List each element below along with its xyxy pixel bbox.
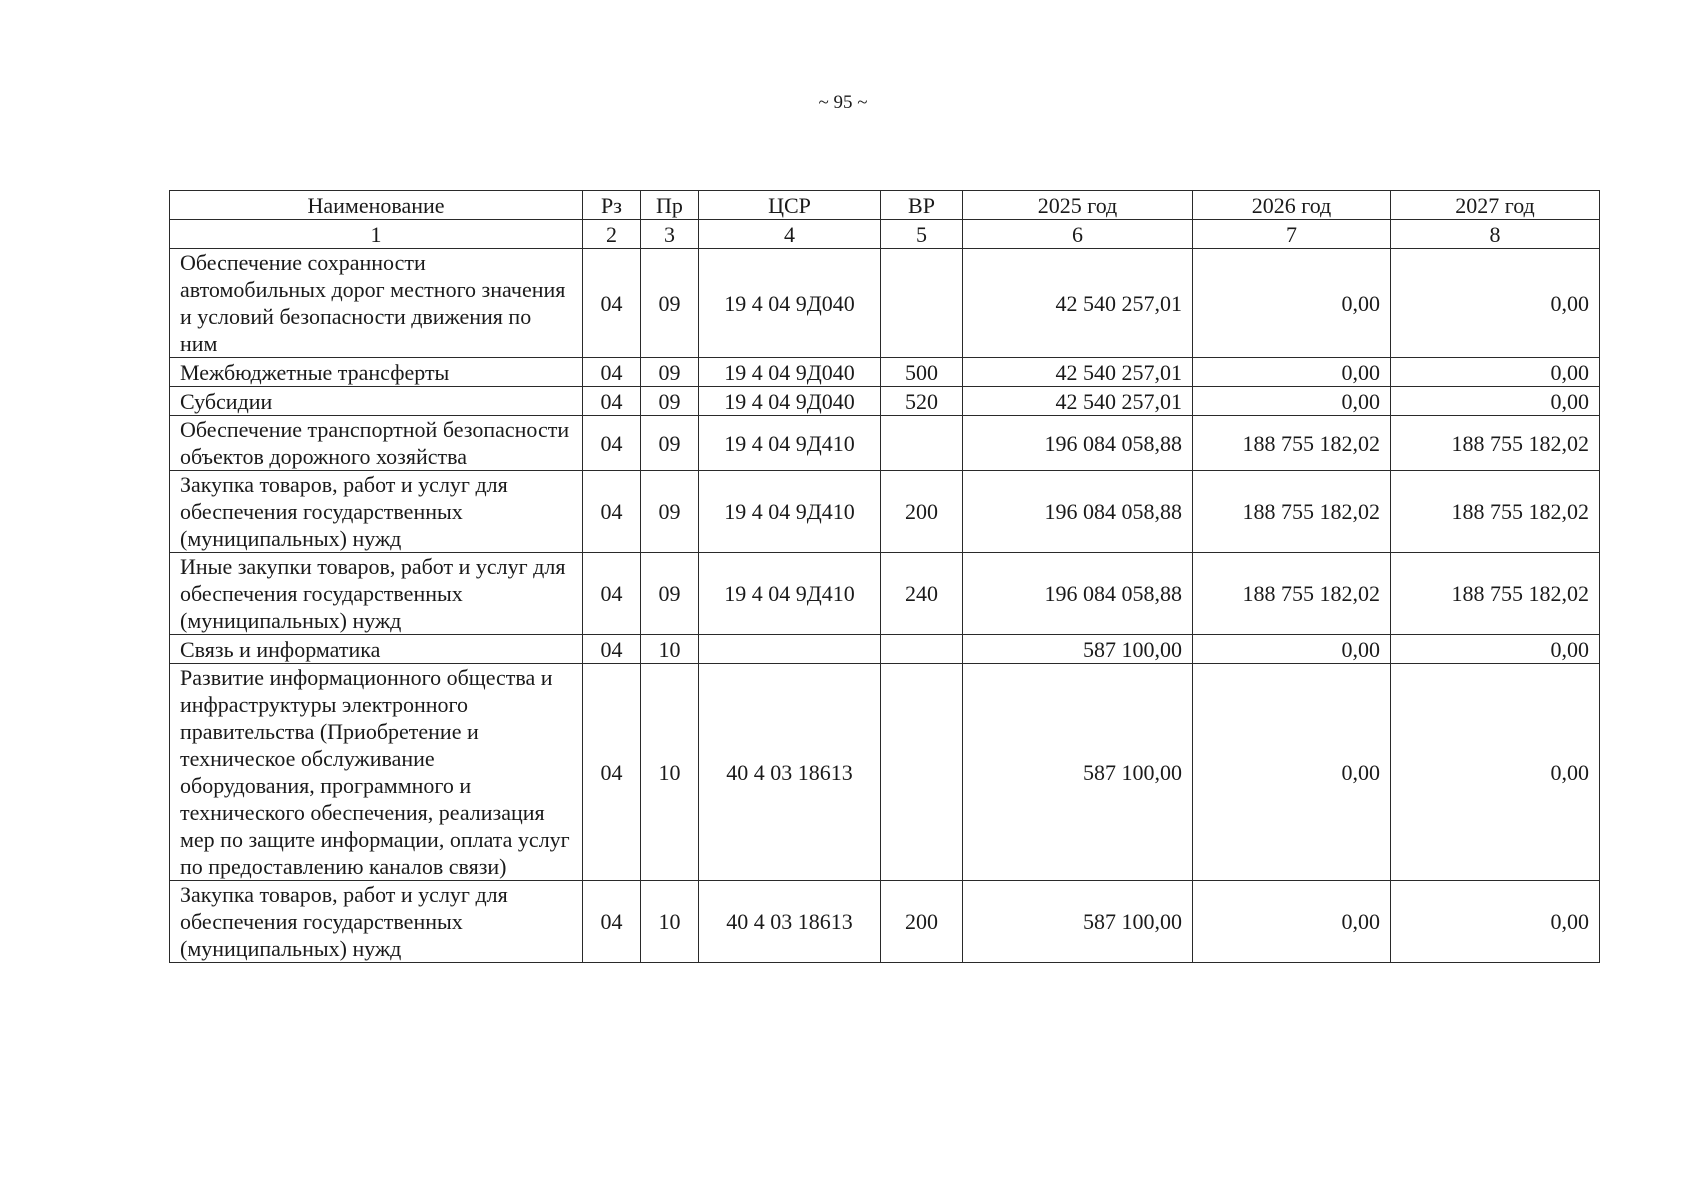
row-vr xyxy=(881,635,963,664)
row-pr: 09 xyxy=(641,249,699,358)
table-row xyxy=(170,881,1600,963)
row-csr: 19 4 04 9Д410 xyxy=(699,553,881,635)
row-2026: 188 755 182,02 xyxy=(1193,416,1391,471)
row-2026: 0,00 xyxy=(1193,664,1391,881)
row-2025: 42 540 257,01 xyxy=(963,387,1193,416)
row-2027: 0,00 xyxy=(1391,635,1600,664)
row-name: Субсидии xyxy=(170,387,583,416)
table-row xyxy=(170,416,1600,471)
row-csr xyxy=(699,635,881,664)
row-2025: 587 100,00 xyxy=(963,881,1193,963)
row-2026: 0,00 xyxy=(1193,358,1391,387)
row-rz: 04 xyxy=(583,553,641,635)
table-row xyxy=(170,471,1600,553)
row-vr xyxy=(881,249,963,358)
row-2027: 188 755 182,02 xyxy=(1391,416,1600,471)
row-pr: 10 xyxy=(641,664,699,881)
row-2027: 0,00 xyxy=(1391,664,1600,881)
row-2026: 0,00 xyxy=(1193,249,1391,358)
header-2027: 2027 год xyxy=(1391,191,1600,220)
row-name: Межбюджетные трансферты xyxy=(170,358,583,387)
column-number: 2 xyxy=(583,220,641,249)
page-number: ~ 95 ~ xyxy=(818,92,868,113)
row-2026: 0,00 xyxy=(1193,387,1391,416)
row-pr: 09 xyxy=(641,387,699,416)
row-rz: 04 xyxy=(583,881,641,963)
budget-table xyxy=(169,190,1600,963)
row-pr: 09 xyxy=(641,471,699,553)
row-2025: 42 540 257,01 xyxy=(963,358,1193,387)
row-vr: 200 xyxy=(881,881,963,963)
table-row xyxy=(170,387,1600,416)
row-2027: 188 755 182,02 xyxy=(1391,471,1600,553)
column-number: 5 xyxy=(881,220,963,249)
row-name: Иные закупки товаров, работ и услуг для обеспечения государственных (муниципальных) нужд xyxy=(170,553,583,635)
row-vr: 520 xyxy=(881,387,963,416)
row-pr: 09 xyxy=(641,358,699,387)
row-rz: 04 xyxy=(583,635,641,664)
row-rz: 04 xyxy=(583,416,641,471)
header-vr: ВР xyxy=(881,191,963,220)
row-name: Обеспечение транспортной безопасности объектов дорожного хозяйства xyxy=(170,416,583,471)
row-csr: 40 4 03 18613 xyxy=(699,664,881,881)
table-row xyxy=(170,249,1600,358)
column-number: 3 xyxy=(641,220,699,249)
header-pr: Пр xyxy=(641,191,699,220)
row-name: Закупка товаров, работ и услуг для обеспечения государственных (муниципальных) нужд xyxy=(170,881,583,963)
row-rz: 04 xyxy=(583,664,641,881)
row-csr: 19 4 04 9Д040 xyxy=(699,358,881,387)
row-name: Обеспечение сохранности автомобильных дорог местного значения и условий безопасности движения по ним xyxy=(170,249,583,358)
row-2027: 0,00 xyxy=(1391,249,1600,358)
header-csr: ЦСР xyxy=(699,191,881,220)
row-2025: 42 540 257,01 xyxy=(963,249,1193,358)
row-2027: 0,00 xyxy=(1391,387,1600,416)
column-number: 1 xyxy=(170,220,583,249)
row-2025: 196 084 058,88 xyxy=(963,553,1193,635)
row-2025: 587 100,00 xyxy=(963,635,1193,664)
column-number: 6 xyxy=(963,220,1193,249)
row-2027: 0,00 xyxy=(1391,881,1600,963)
row-rz: 04 xyxy=(583,471,641,553)
row-pr: 10 xyxy=(641,881,699,963)
row-pr: 10 xyxy=(641,635,699,664)
row-vr: 500 xyxy=(881,358,963,387)
row-csr: 19 4 04 9Д410 xyxy=(699,416,881,471)
row-name: Связь и информатика xyxy=(170,635,583,664)
header-name: Наименование xyxy=(170,191,583,220)
row-pr: 09 xyxy=(641,416,699,471)
row-2027: 0,00 xyxy=(1391,358,1600,387)
column-number: 7 xyxy=(1193,220,1391,249)
table-row xyxy=(170,553,1600,635)
column-number: 8 xyxy=(1391,220,1600,249)
header-row xyxy=(170,191,1600,220)
row-rz: 04 xyxy=(583,387,641,416)
table-row xyxy=(170,635,1600,664)
row-csr: 19 4 04 9Д040 xyxy=(699,249,881,358)
column-numbers-row xyxy=(170,220,1600,249)
row-csr: 19 4 04 9Д040 xyxy=(699,387,881,416)
row-vr xyxy=(881,416,963,471)
row-2025: 587 100,00 xyxy=(963,664,1193,881)
row-2026: 188 755 182,02 xyxy=(1193,553,1391,635)
row-2025: 196 084 058,88 xyxy=(963,471,1193,553)
row-2026: 0,00 xyxy=(1193,881,1391,963)
header-rz: Рз xyxy=(583,191,641,220)
row-name: Развитие информационного общества и инфраструктуры электронного правительства (Приобретение и техническое обслуживание оборудования, программного и технического обеспечения, реализация мер по защите информации, оплата услуг по предоставлению каналов связи) xyxy=(170,664,583,881)
row-vr: 200 xyxy=(881,471,963,553)
row-2025: 196 084 058,88 xyxy=(963,416,1193,471)
row-2026: 188 755 182,02 xyxy=(1193,471,1391,553)
row-name: Закупка товаров, работ и услуг для обеспечения государственных (муниципальных) нужд xyxy=(170,471,583,553)
row-vr xyxy=(881,664,963,881)
header-2026: 2026 год xyxy=(1193,191,1391,220)
row-csr: 19 4 04 9Д410 xyxy=(699,471,881,553)
row-pr: 09 xyxy=(641,553,699,635)
row-csr: 40 4 03 18613 xyxy=(699,881,881,963)
table-row xyxy=(170,664,1600,881)
row-rz: 04 xyxy=(583,358,641,387)
row-2026: 0,00 xyxy=(1193,635,1391,664)
header-2025: 2025 год xyxy=(963,191,1193,220)
row-vr: 240 xyxy=(881,553,963,635)
column-number: 4 xyxy=(699,220,881,249)
table-row xyxy=(170,358,1600,387)
row-2027: 188 755 182,02 xyxy=(1391,553,1600,635)
row-rz: 04 xyxy=(583,249,641,358)
